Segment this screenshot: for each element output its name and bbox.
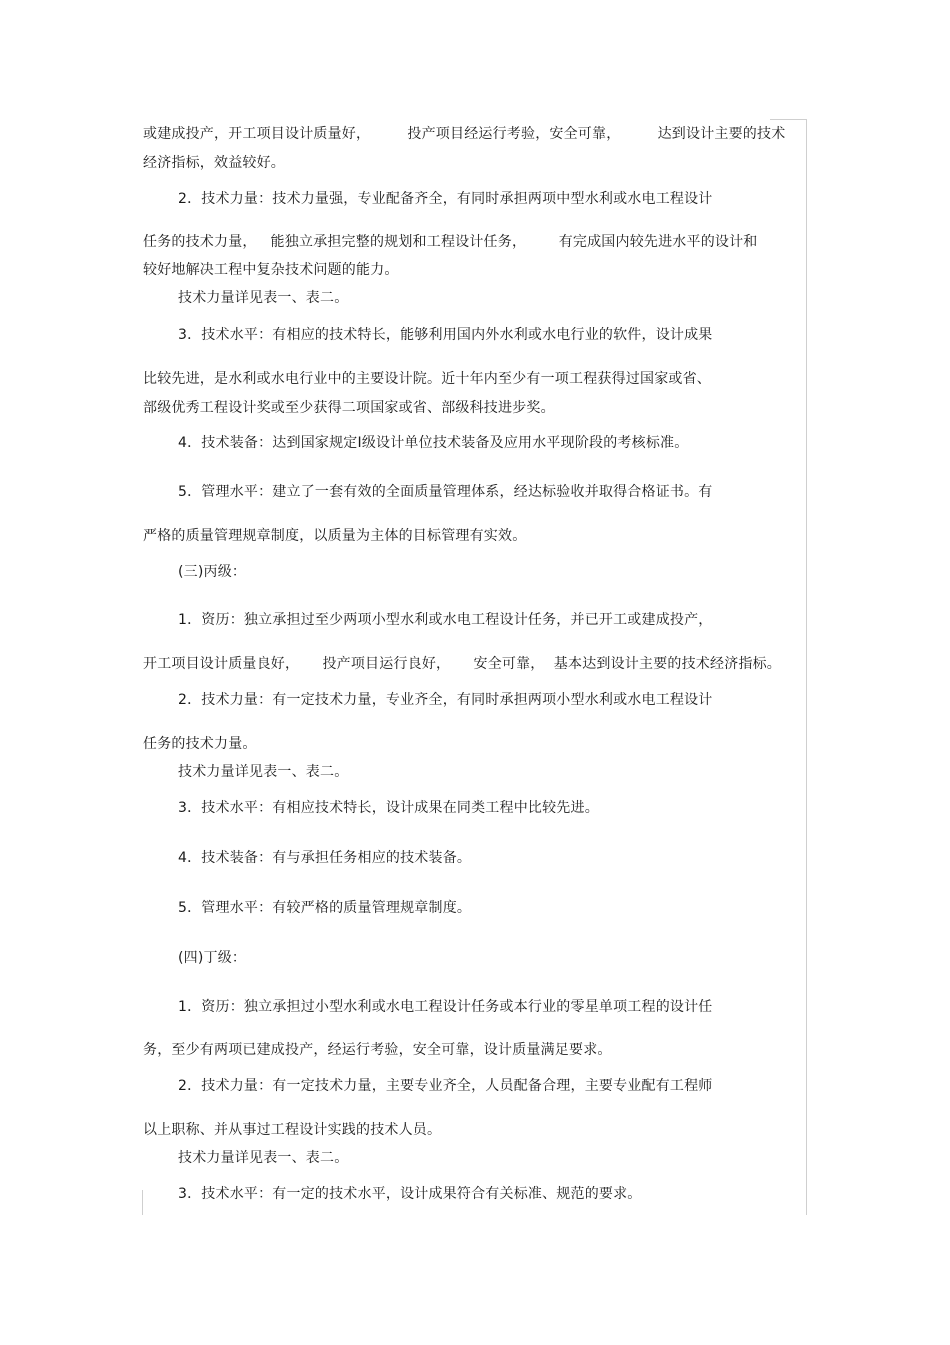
paragraph-line: 务，至少有两项已建成投产，经运行考验，安全可靠，设计质量满足要求。 [143, 1042, 612, 1058]
paragraph-line: 3．技术水平：有相应技术特长，设计成果在同类工程中比较先进。 [178, 800, 599, 816]
paragraph-line: 部级优秀工程设计奖或至少获得二项国家或省、部级科技进步奖。 [143, 400, 555, 416]
page-border-right [806, 119, 807, 1215]
paragraph-line: 较好地解决工程中复杂技术问题的能力。 [143, 262, 399, 278]
paragraph-line: 5．管理水平：有较严格的质量管理规章制度。 [178, 900, 472, 916]
paragraph-line: 4．技术装备：达到国家规定Ⅰ级设计单位技术装备及应用水平现阶段的考核标准。 [178, 435, 689, 451]
paragraph-line: 任务的技术力量。 [143, 736, 257, 752]
paragraph-line: 严格的质量管理规章制度，以质量为主体的目标管理有实效。 [143, 528, 527, 544]
paragraph-line: 经济指标，效益较好。 [143, 155, 285, 171]
paragraph-line: 2．技术力量：技术力量强，专业配备齐全，有同时承担两项中型水利或水电工程设计 [178, 191, 713, 207]
paragraph-line: 1．资历：独立承担过至少两项小型水利或水电工程设计任务，并已开工或建成投产， [178, 612, 713, 628]
paragraph-line: 技术力量详见表一、表二。 [178, 290, 349, 306]
section-heading: (三)丙级： [178, 564, 247, 580]
paragraph-line: 技术力量详见表一、表二。 [178, 1150, 349, 1166]
section-heading: (四)丁级： [178, 950, 247, 966]
paragraph-line: 技术力量详见表一、表二。 [178, 764, 349, 780]
paragraph-line: 开工项目设计质量良好， 投产项目运行良好， 安全可靠， 基本达到设计主要的技术经济指标。 [143, 656, 781, 672]
paragraph-line: 4．技术装备：有与承担任务相应的技术装备。 [178, 850, 472, 866]
paragraph-line: 5．管理水平：建立了一套有效的全面质量管理体系，经达标验收并取得合格证书。有 [178, 484, 713, 500]
paragraph-line: 2．技术力量：有一定技术力量，主要专业齐全，人员配备合理，主要专业配有工程师 [178, 1078, 713, 1094]
paragraph-line: 3．技术水平：有一定的技术水平，设计成果符合有关标准、规范的要求。 [178, 1186, 642, 1202]
page-border-top [770, 119, 806, 120]
page-border-left [142, 1190, 143, 1215]
paragraph-line: 3．技术水平：有相应的技术特长，能够利用国内外水利或水电行业的软件，设计成果 [178, 327, 713, 343]
paragraph-line: 任务的技术力量， 能独立承担完整的规划和工程设计任务， 有完成国内较先进水平的设计和 [143, 234, 758, 250]
paragraph-line: 比较先进，是水利或水电行业中的主要设计院。近十年内至少有一项工程获得过国家或省、 [143, 371, 711, 387]
paragraph-line: 2．技术力量：有一定技术力量，专业齐全，有同时承担两项小型水利或水电工程设计 [178, 692, 713, 708]
paragraph-line: 1．资历：独立承担过小型水利或水电工程设计任务或本行业的零星单项工程的设计任 [178, 999, 713, 1015]
paragraph-line: 或建成投产，开工项目设计质量好， 投产项目经运行考验，安全可靠， 达到设计主要的技术 [143, 126, 786, 142]
paragraph-line: 以上职称、并从事过工程设计实践的技术人员。 [143, 1122, 442, 1138]
